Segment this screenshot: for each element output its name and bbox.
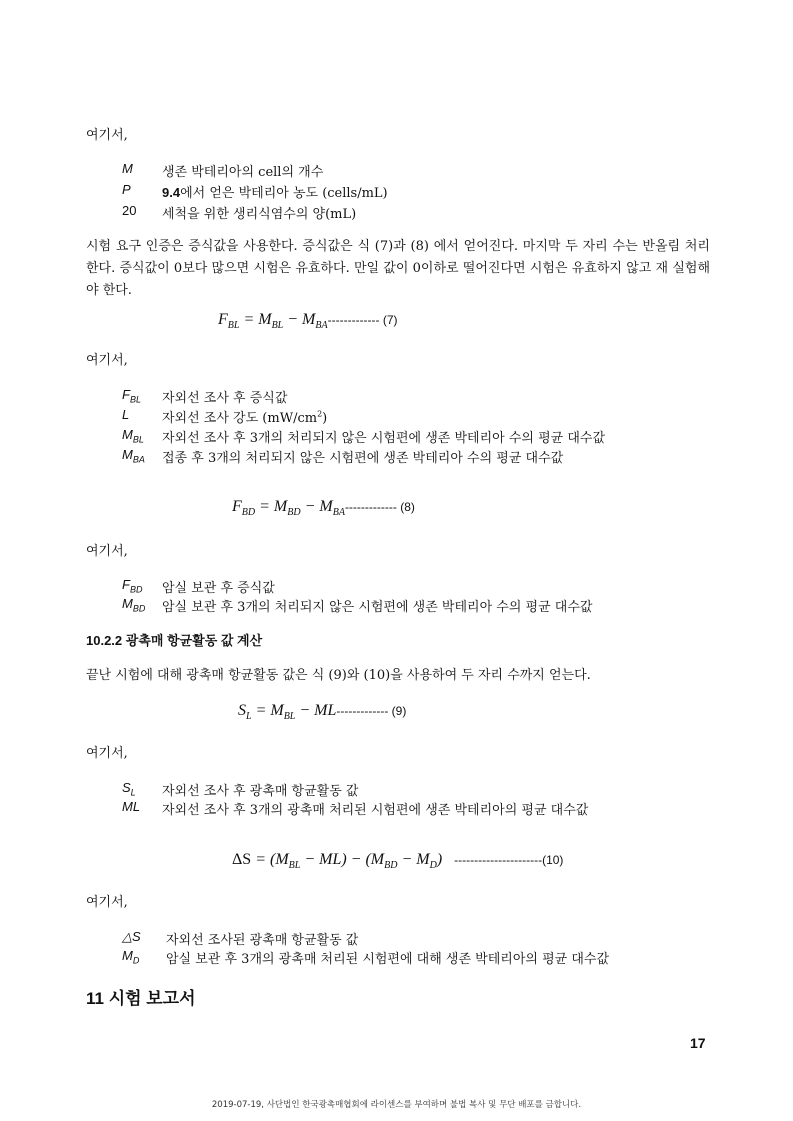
- where-label: 여기서,: [86, 746, 128, 761]
- def-text: 9.4에서 얻은 박테리아 농도 (cells/mL): [162, 185, 388, 201]
- equation-10: $\Delta S = (M_{BL} - ML) - (M_{BD} - M_D)$ ----------------------(10): [232, 851, 564, 872]
- def-symbol: P: [122, 182, 131, 197]
- def-text: 자외선 조사 후 3개의 처리되지 않은 시험편에 생존 박테리아 수의 평균 대수값: [162, 431, 606, 446]
- page-number: 17: [690, 1035, 706, 1051]
- section-heading: 10.2.2 광촉매 항균활동 값 계산: [86, 633, 263, 648]
- def-text: 자외선 조사된 광촉매 항균활동 값: [166, 933, 359, 948]
- def-symbol: $F_{BL}$: [122, 387, 141, 405]
- equation-7: $F_{BL} = M_{BL} - M_{BA}-------------$ (7): [218, 311, 398, 332]
- def-text: 암실 보관 후 3개의 처리되지 않은 시험편에 생존 박테리아 수의 평균 대수값: [162, 600, 593, 615]
- def-text: 세척을 위한 생리식염수의 양(mL): [162, 207, 357, 222]
- where-label: 여기서,: [86, 128, 128, 143]
- def-text: 자외선 조사 강도 $(mW/cm^2)$: [162, 409, 328, 426]
- footer-notice: 2019-07-19, 사단법인 한국광촉매협회에 라이센스를 부여하며 불법 복사 및 무단 배포를 금합니다.: [211, 1100, 582, 1110]
- section-heading: 11 시험 보고서: [86, 989, 196, 1008]
- def-symbol: $M_{BL}$: [122, 427, 144, 445]
- def-symbol: $M_{BA}$: [122, 447, 145, 465]
- def-text: 자외선 조사 후 3개의 광촉매 처리된 시험편에 생존 박테리아의 평균 대수값: [162, 803, 589, 818]
- where-label: 여기서,: [86, 353, 128, 368]
- def-symbol: $S_L$: [122, 780, 136, 798]
- def-symbol: $F_{BD}$: [122, 577, 143, 595]
- def-symbol: M: [122, 161, 133, 176]
- equation-8: $F_{BD} = M_{BD} - M_{BA}-------------$ (8): [232, 498, 415, 519]
- def-text: 접종 후 3개의 처리되지 않은 시험편에 생존 박테리아 수의 평균 대수값: [162, 451, 564, 466]
- equation-9: $S_L = M_{BL} - ML-------------$ (9): [238, 702, 407, 723]
- def-text: 암실 보관 후 증식값: [162, 581, 275, 596]
- def-text: 자외선 조사 후 광촉매 항균활동 값: [162, 784, 359, 799]
- def-symbol: 20: [122, 203, 137, 218]
- def-symbol: L: [122, 407, 130, 422]
- def-text: 암실 보관 후 3개의 광촉매 처리된 시험편에 대해 생존 박테리아의 평균 대수값: [166, 952, 610, 967]
- def-text: 자외선 조사 후 증식값: [162, 391, 288, 406]
- def-text: 생존 박테리아의 cell의 개수: [162, 165, 324, 180]
- where-label: 여기서,: [86, 895, 128, 910]
- def-symbol: $M_D$: [122, 948, 140, 966]
- def-symbol: ML: [122, 799, 141, 814]
- def-symbol: $M_{BD}$: [122, 596, 146, 614]
- def-symbol: △S: [122, 929, 141, 944]
- body-paragraph: 끝난 시험에 대해 광촉매 항균활동 값은 식 (9)와 (10)을 사용하여 두 자리 수까지 얻는다.: [86, 668, 591, 683]
- body-paragraph: 시험 요구 인증은 증식값을 사용한다. 증식값은 식 (7)과 (8) 에서 얻어진다. 마지막 두 자리 수는 반올림 처리한다. 증식값이 0보다 많으면 시험은 유효하다. 만일 값이 0이하로 떨어진다면 시험은 유효하지 않고 재 실험해야 한다.: [86, 239, 710, 298]
- where-label: 여기서,: [86, 544, 128, 559]
